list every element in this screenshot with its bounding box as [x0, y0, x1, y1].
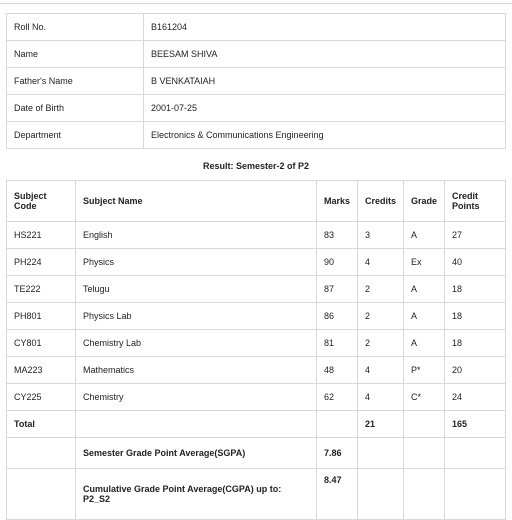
- subject-credits: 4: [358, 384, 404, 411]
- grades-header-row: [7, 181, 506, 222]
- info-row-dob: [7, 95, 506, 122]
- father-label: Father's Name: [7, 68, 144, 95]
- subject-marks: 87: [317, 276, 358, 303]
- subject-grade: A: [404, 330, 445, 357]
- subject-credits: 2: [358, 276, 404, 303]
- subject-row: [7, 276, 506, 303]
- total-credits: 21: [358, 411, 404, 438]
- sgpa-label: Semester Grade Point Average(SGPA): [76, 438, 317, 469]
- subject-marks: 83: [317, 222, 358, 249]
- subject-grade: A: [404, 276, 445, 303]
- sgpa-empty-credits: [358, 438, 404, 469]
- header-grade: Grade: [404, 181, 445, 222]
- sgpa-value: 7.86: [317, 438, 358, 469]
- roll-value: B161204: [144, 14, 506, 41]
- subject-row: [7, 303, 506, 330]
- subject-points: 18: [445, 330, 506, 357]
- name-value: BEESAM SHIVA: [144, 41, 506, 68]
- subject-code: CY801: [7, 330, 76, 357]
- sgpa-empty-code: [7, 438, 76, 469]
- header-subject-code: Subject Code: [7, 181, 76, 222]
- subject-code: CY225: [7, 384, 76, 411]
- subject-grade: C*: [404, 384, 445, 411]
- subject-name: Chemistry Lab: [76, 330, 317, 357]
- subject-name: English: [76, 222, 317, 249]
- total-row: [7, 411, 506, 438]
- subject-points: 40: [445, 249, 506, 276]
- top-divider: [0, 3, 512, 4]
- info-row-father: [7, 68, 506, 95]
- subject-points: 20: [445, 357, 506, 384]
- dob-label: Date of Birth: [7, 95, 144, 122]
- subject-row: [7, 330, 506, 357]
- subject-code: PH224: [7, 249, 76, 276]
- subject-code: PH801: [7, 303, 76, 330]
- name-label: Name: [7, 41, 144, 68]
- subject-marks: 48: [317, 357, 358, 384]
- subject-marks: 81: [317, 330, 358, 357]
- total-empty-grade: [404, 411, 445, 438]
- info-row-roll: [7, 14, 506, 41]
- cgpa-value: 8.47: [317, 469, 358, 520]
- grades-table: [6, 180, 506, 520]
- subject-row: [7, 357, 506, 384]
- subject-grade: Ex: [404, 249, 445, 276]
- subject-row: [7, 222, 506, 249]
- subject-credits: 3: [358, 222, 404, 249]
- subject-marks: 86: [317, 303, 358, 330]
- subject-credits: 4: [358, 249, 404, 276]
- department-value: Electronics & Communications Engineering: [144, 122, 506, 149]
- info-row-name: [7, 41, 506, 68]
- sgpa-empty-points: [445, 438, 506, 469]
- subject-grade: A: [404, 303, 445, 330]
- subject-grade: P*: [404, 357, 445, 384]
- subject-name: Physics Lab: [76, 303, 317, 330]
- total-label: Total: [7, 411, 76, 438]
- header-credit-points: Credit Points: [445, 181, 506, 222]
- header-marks: Marks: [317, 181, 358, 222]
- subject-points: 27: [445, 222, 506, 249]
- subject-name: Telugu: [76, 276, 317, 303]
- subject-name: Mathematics: [76, 357, 317, 384]
- subject-points: 18: [445, 276, 506, 303]
- subject-name: Physics: [76, 249, 317, 276]
- info-row-department: [7, 122, 506, 149]
- department-label: Department: [7, 122, 144, 149]
- subject-marks: 90: [317, 249, 358, 276]
- total-empty-marks: [317, 411, 358, 438]
- total-empty-name: [76, 411, 317, 438]
- subject-name: Chemistry: [76, 384, 317, 411]
- subject-code: MA223: [7, 357, 76, 384]
- header-subject-name: Subject Name: [76, 181, 317, 222]
- subject-row: [7, 249, 506, 276]
- student-info-table: [6, 13, 506, 149]
- father-value: B VENKATAIAH: [144, 68, 506, 95]
- subject-row: [7, 384, 506, 411]
- cgpa-label: Cumulative Grade Point Average(CGPA) up to: P2_S2: [76, 469, 317, 520]
- sgpa-empty-grade: [404, 438, 445, 469]
- subject-points: 24: [445, 384, 506, 411]
- subject-code: TE222: [7, 276, 76, 303]
- subject-credits: 4: [358, 357, 404, 384]
- subject-credits: 2: [358, 303, 404, 330]
- total-points: 165: [445, 411, 506, 438]
- subject-grade: A: [404, 222, 445, 249]
- sgpa-row: [7, 438, 506, 469]
- subject-marks: 62: [317, 384, 358, 411]
- subject-code: HS221: [7, 222, 76, 249]
- result-title: Result: Semester-2 of P2: [202, 161, 310, 171]
- subject-points: 18: [445, 303, 506, 330]
- roll-label: Roll No.: [7, 14, 144, 41]
- dob-value: 2001-07-25: [144, 95, 506, 122]
- subject-credits: 2: [358, 330, 404, 357]
- header-credits: Credits: [358, 181, 404, 222]
